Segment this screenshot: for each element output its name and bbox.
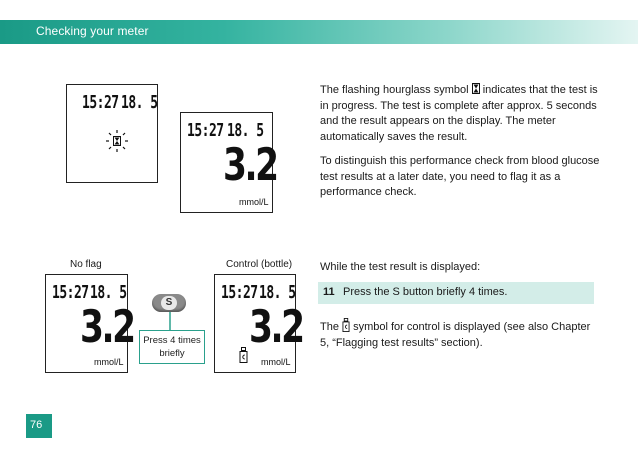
s-button-label: S	[161, 296, 177, 310]
meter-date: 18. 5	[90, 283, 127, 304]
meter-time: 15:27	[187, 121, 224, 142]
hourglass-text-end: indicates that the test is in progress. The test is complete after approx. 5 seconds and the result appears on the display. The meter automatically saves the result.	[320, 84, 598, 143]
hourglass-icon	[472, 83, 480, 94]
meter-unit: mmol/L	[94, 357, 124, 367]
page-number: 76	[30, 419, 43, 431]
meter-unit: mmol/L	[239, 197, 269, 207]
hourglass-paragraph	[320, 83, 600, 145]
meter-value: 3.2	[80, 300, 134, 353]
control-symbol-icon	[342, 318, 350, 332]
header-bar	[0, 20, 638, 44]
page-number-tab	[26, 414, 52, 438]
control-symbol-paragraph	[320, 318, 600, 351]
press-line1: Press 4 times	[143, 335, 201, 346]
meter-value: 3.2	[249, 300, 303, 353]
step-number: 11	[323, 286, 335, 298]
meter-time: 15:27	[52, 283, 89, 304]
meter-date: 18. 5	[227, 121, 264, 142]
control-text-start: The	[320, 321, 339, 333]
meter-date: 18. 5	[259, 283, 296, 304]
meter-display-control	[214, 274, 303, 373]
meter-display-no-flag	[45, 274, 134, 373]
meter-display-result	[180, 112, 277, 213]
meter-date: 18. 5	[121, 93, 158, 114]
meter-unit: mmol/L	[261, 357, 291, 367]
step-11-bar	[318, 282, 594, 304]
flashing-hourglass-icon	[105, 129, 129, 153]
control-text-end: symbol for control is displayed (see also Chapter 5, “Flagging test results” section).	[320, 321, 591, 349]
s-button[interactable]	[152, 294, 186, 312]
control-bottle-icon	[239, 347, 248, 363]
meter-time: 15:27	[221, 283, 258, 304]
meter-time: 15:27	[82, 93, 119, 114]
connector-arrow	[168, 312, 172, 330]
meter-value: 3.2	[223, 138, 277, 191]
press-instruction-box	[139, 330, 205, 364]
while-displayed-text: While the test result is displayed:	[320, 261, 481, 273]
caption-no-flag: No flag	[70, 259, 102, 270]
hourglass-text-start: The flashing hourglass symbol	[320, 84, 469, 96]
step-text: Press the S button briefly 4 times.	[343, 286, 508, 298]
page-section-title: Checking your meter	[36, 24, 149, 38]
caption-control-bottle: Control (bottle)	[226, 259, 293, 270]
flag-instruction-paragraph: To distinguish this performance check from blood glucose test results at a later date, you need to flag it as a performance check.	[320, 155, 600, 198]
meter-display-in-progress	[66, 84, 158, 183]
press-line2: briefly	[159, 348, 185, 359]
